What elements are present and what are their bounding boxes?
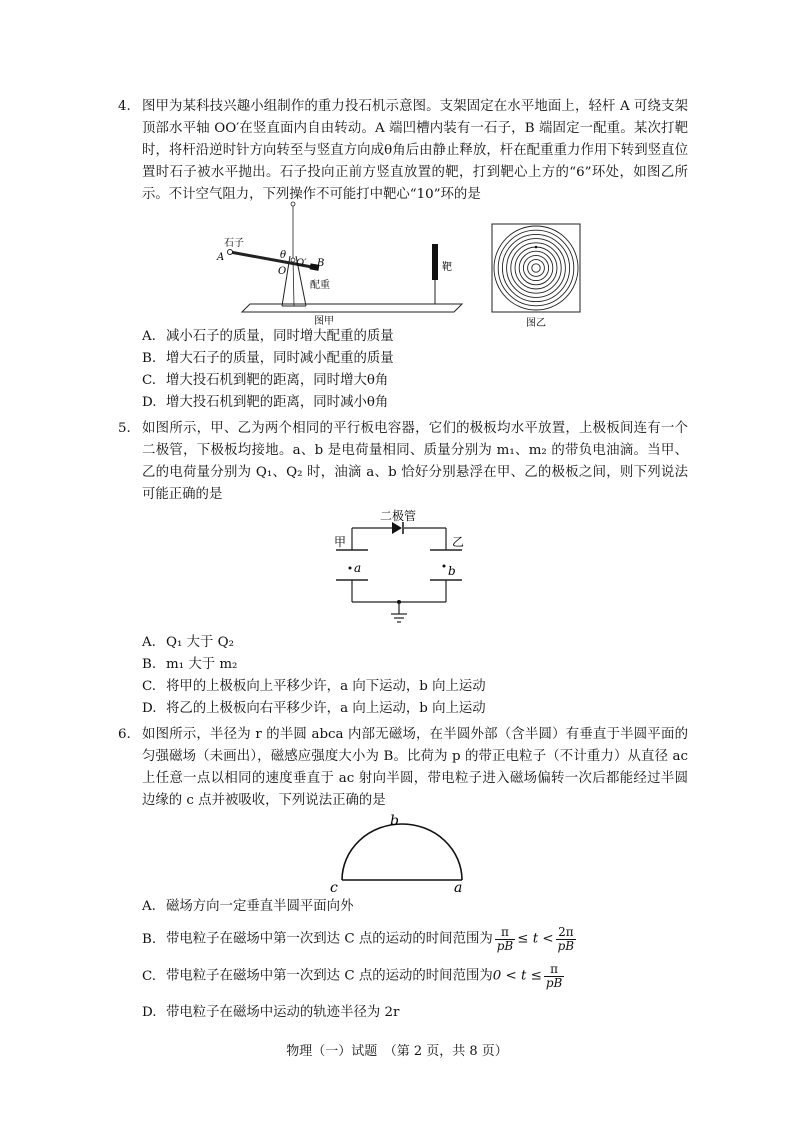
figure-semicircle <box>326 812 476 894</box>
q5-option-A <box>142 633 234 653</box>
label-a: a <box>454 880 463 894</box>
label-yi: 乙 <box>452 535 465 549</box>
caption-yi: 图乙 <box>526 318 546 329</box>
q6-option-A <box>142 897 353 917</box>
option-letter: B. <box>142 351 157 366</box>
option-text: 带电粒子在磁场中运动的轨迹半径为 2r <box>166 1005 400 1020</box>
question-number: 4. <box>118 99 131 114</box>
fraction-denominator: pB <box>496 939 514 953</box>
label-O-prime: O′ <box>296 258 307 269</box>
question-5 <box>118 418 688 506</box>
label-c: c <box>330 880 338 894</box>
q4-option-C <box>142 371 388 391</box>
option-letter: A. <box>142 329 156 344</box>
label-diode: 二极管 <box>380 509 417 523</box>
option-text: 将乙的上极板向右平移少许，a 向上运动，b 向上运动 <box>166 701 486 716</box>
fraction-numerator: 2π <box>556 926 577 940</box>
caption-jia: 图甲 <box>314 316 334 327</box>
inequality: 0 < t ≤ <box>492 968 542 984</box>
target-ring <box>528 260 545 277</box>
target <box>432 244 438 280</box>
label-weight: 配重 <box>310 280 330 291</box>
option-letter: A. <box>142 635 156 650</box>
reference-top-dot <box>291 202 295 206</box>
target-rings <box>494 226 578 310</box>
fraction-numerator: π <box>544 963 565 977</box>
diode-icon <box>392 522 402 534</box>
q6-option-D <box>142 1003 399 1023</box>
option-text: Q₁ 大于 Q₂ <box>166 635 234 650</box>
droplet-b <box>443 565 446 568</box>
q6-option-C <box>142 963 566 990</box>
label-O: O <box>278 266 287 277</box>
fraction-2pi-over-pB <box>556 926 577 953</box>
question-stem: 如图所示，半径为 r 的半圆 abca 内部无磁场，在半圆外部（含半圆）有垂直于半圆平面的匀强磁场（未画出），磁感应强度大小为 B。比荷为 p 的带正电粒子（不计重力）从直径 ac 上任意一点以相同的速度垂直于 ac 射向半圆，带电粒子进入磁场偏转一次后都能经过半圆边缘的 c 点并被吸收，下列说法正确的是 <box>142 727 688 808</box>
figure-capacitors <box>328 500 478 630</box>
q4-option-D <box>142 393 388 413</box>
label-B: B <box>317 258 325 269</box>
label-stone: 石子 <box>224 238 244 249</box>
target-ring <box>511 243 561 293</box>
option-text: 带电粒子在磁场中第一次到达 C 点的运动的时间范围为 <box>166 931 493 947</box>
option-text: 增大石子的质量，同时减小配重的质量 <box>166 351 394 366</box>
label-b: b <box>390 813 399 829</box>
label-target: 靶 <box>442 262 452 273</box>
q6-option-B <box>142 926 578 953</box>
question-number: 5. <box>118 421 131 436</box>
question-stem: 如图所示，甲、乙为两个相同的平行板电容器，它们的极板均水平放置，上极板间连有一个二极管，下极板均接地。a、b 是电荷量相同、质量分别为 m₁、m₂ 的带负电油滴。当甲、乙的电荷量分别为 Q₁、Q₂ 时，油滴 a、b 恰好分别悬浮在甲、乙的极板之间，则下列说法可能正确的是 <box>142 421 688 502</box>
label-b: b <box>448 564 456 578</box>
figure-jia <box>210 198 480 328</box>
option-letter: B. <box>142 932 157 947</box>
question-4 <box>118 96 688 206</box>
stone <box>228 250 233 255</box>
semicircle-arc <box>342 824 462 880</box>
option-letter: D. <box>142 1005 157 1020</box>
page-footer: 物理（一）试题 （第 2 页，共 8 页） <box>286 1044 508 1059</box>
target-ring <box>532 264 540 272</box>
droplet-a <box>349 567 352 570</box>
option-text: 增大投石机到靶的距离，同时减小θ角 <box>166 395 389 410</box>
option-letter: C. <box>142 679 157 694</box>
option-text: 带电粒子在磁场中第一次到达 C 点的运动的时间范围为 <box>166 968 493 984</box>
inequality: ≤ t < <box>517 931 554 947</box>
option-letter: B. <box>142 657 157 672</box>
target-frame <box>492 224 580 312</box>
target-ring <box>515 247 557 289</box>
q4-option-A <box>142 327 394 347</box>
hit-mark <box>535 246 538 249</box>
label-a: a <box>354 561 362 575</box>
target-ring <box>519 251 553 285</box>
fraction-pi-over-pB <box>495 926 516 953</box>
question-number: 6. <box>118 727 131 742</box>
q5-option-D <box>142 699 486 719</box>
option-letter: D. <box>142 395 157 410</box>
option-text: 磁场方向一定垂直半圆平面向外 <box>166 899 354 914</box>
option-letter: D. <box>142 701 157 716</box>
fraction-denominator: pB <box>557 939 575 953</box>
fraction-denominator: pB <box>545 976 563 990</box>
question-stem: 图甲为某科技兴趣小组制作的重力投石机示意图。支架固定在水平地面上，轻杆 A 可绕支架顶部水平轴 OO′在竖直面内自由转动。A 端凹槽内装有一石子，B 端固定一配重。某次打靶时，将杆沿逆时针方向转至与竖直方向成θ角后由静止释放，杆在配重重力作用下转到竖直位置时石子被水平抛出。石子投向正前方竖直放置的靶，打到靶心上方的“6”环处，如图乙所示。不计空气阻力，下列操作不可能打中靶心“10”环的是 <box>142 99 688 202</box>
option-letter: C. <box>142 373 157 388</box>
q5-option-B <box>142 655 237 675</box>
option-letter: A. <box>142 899 156 914</box>
option-text: 增大投石机到靶的距离，同时增大θ角 <box>166 373 389 388</box>
fraction-pi-over-pB <box>544 963 565 990</box>
target-ring <box>498 230 574 306</box>
figure-yi <box>488 222 588 334</box>
ground-plate <box>242 304 462 312</box>
q4-option-B <box>142 349 394 369</box>
option-letter: C. <box>142 969 157 984</box>
option-text: m₁ 大于 m₂ <box>166 657 238 672</box>
q5-option-C <box>142 677 486 697</box>
option-text: 将甲的上极板向上平移少许，a 向下运动，b 向上运动 <box>166 679 486 694</box>
label-A: A <box>217 252 225 263</box>
option-text: 减小石子的质量，同时增大配重的质量 <box>166 329 394 344</box>
target-ring <box>502 234 569 301</box>
label-theta: θ <box>280 250 287 261</box>
label-jia: 甲 <box>334 535 347 549</box>
fraction-numerator: π <box>495 926 516 940</box>
pivot <box>291 258 295 262</box>
question-6 <box>118 724 688 812</box>
